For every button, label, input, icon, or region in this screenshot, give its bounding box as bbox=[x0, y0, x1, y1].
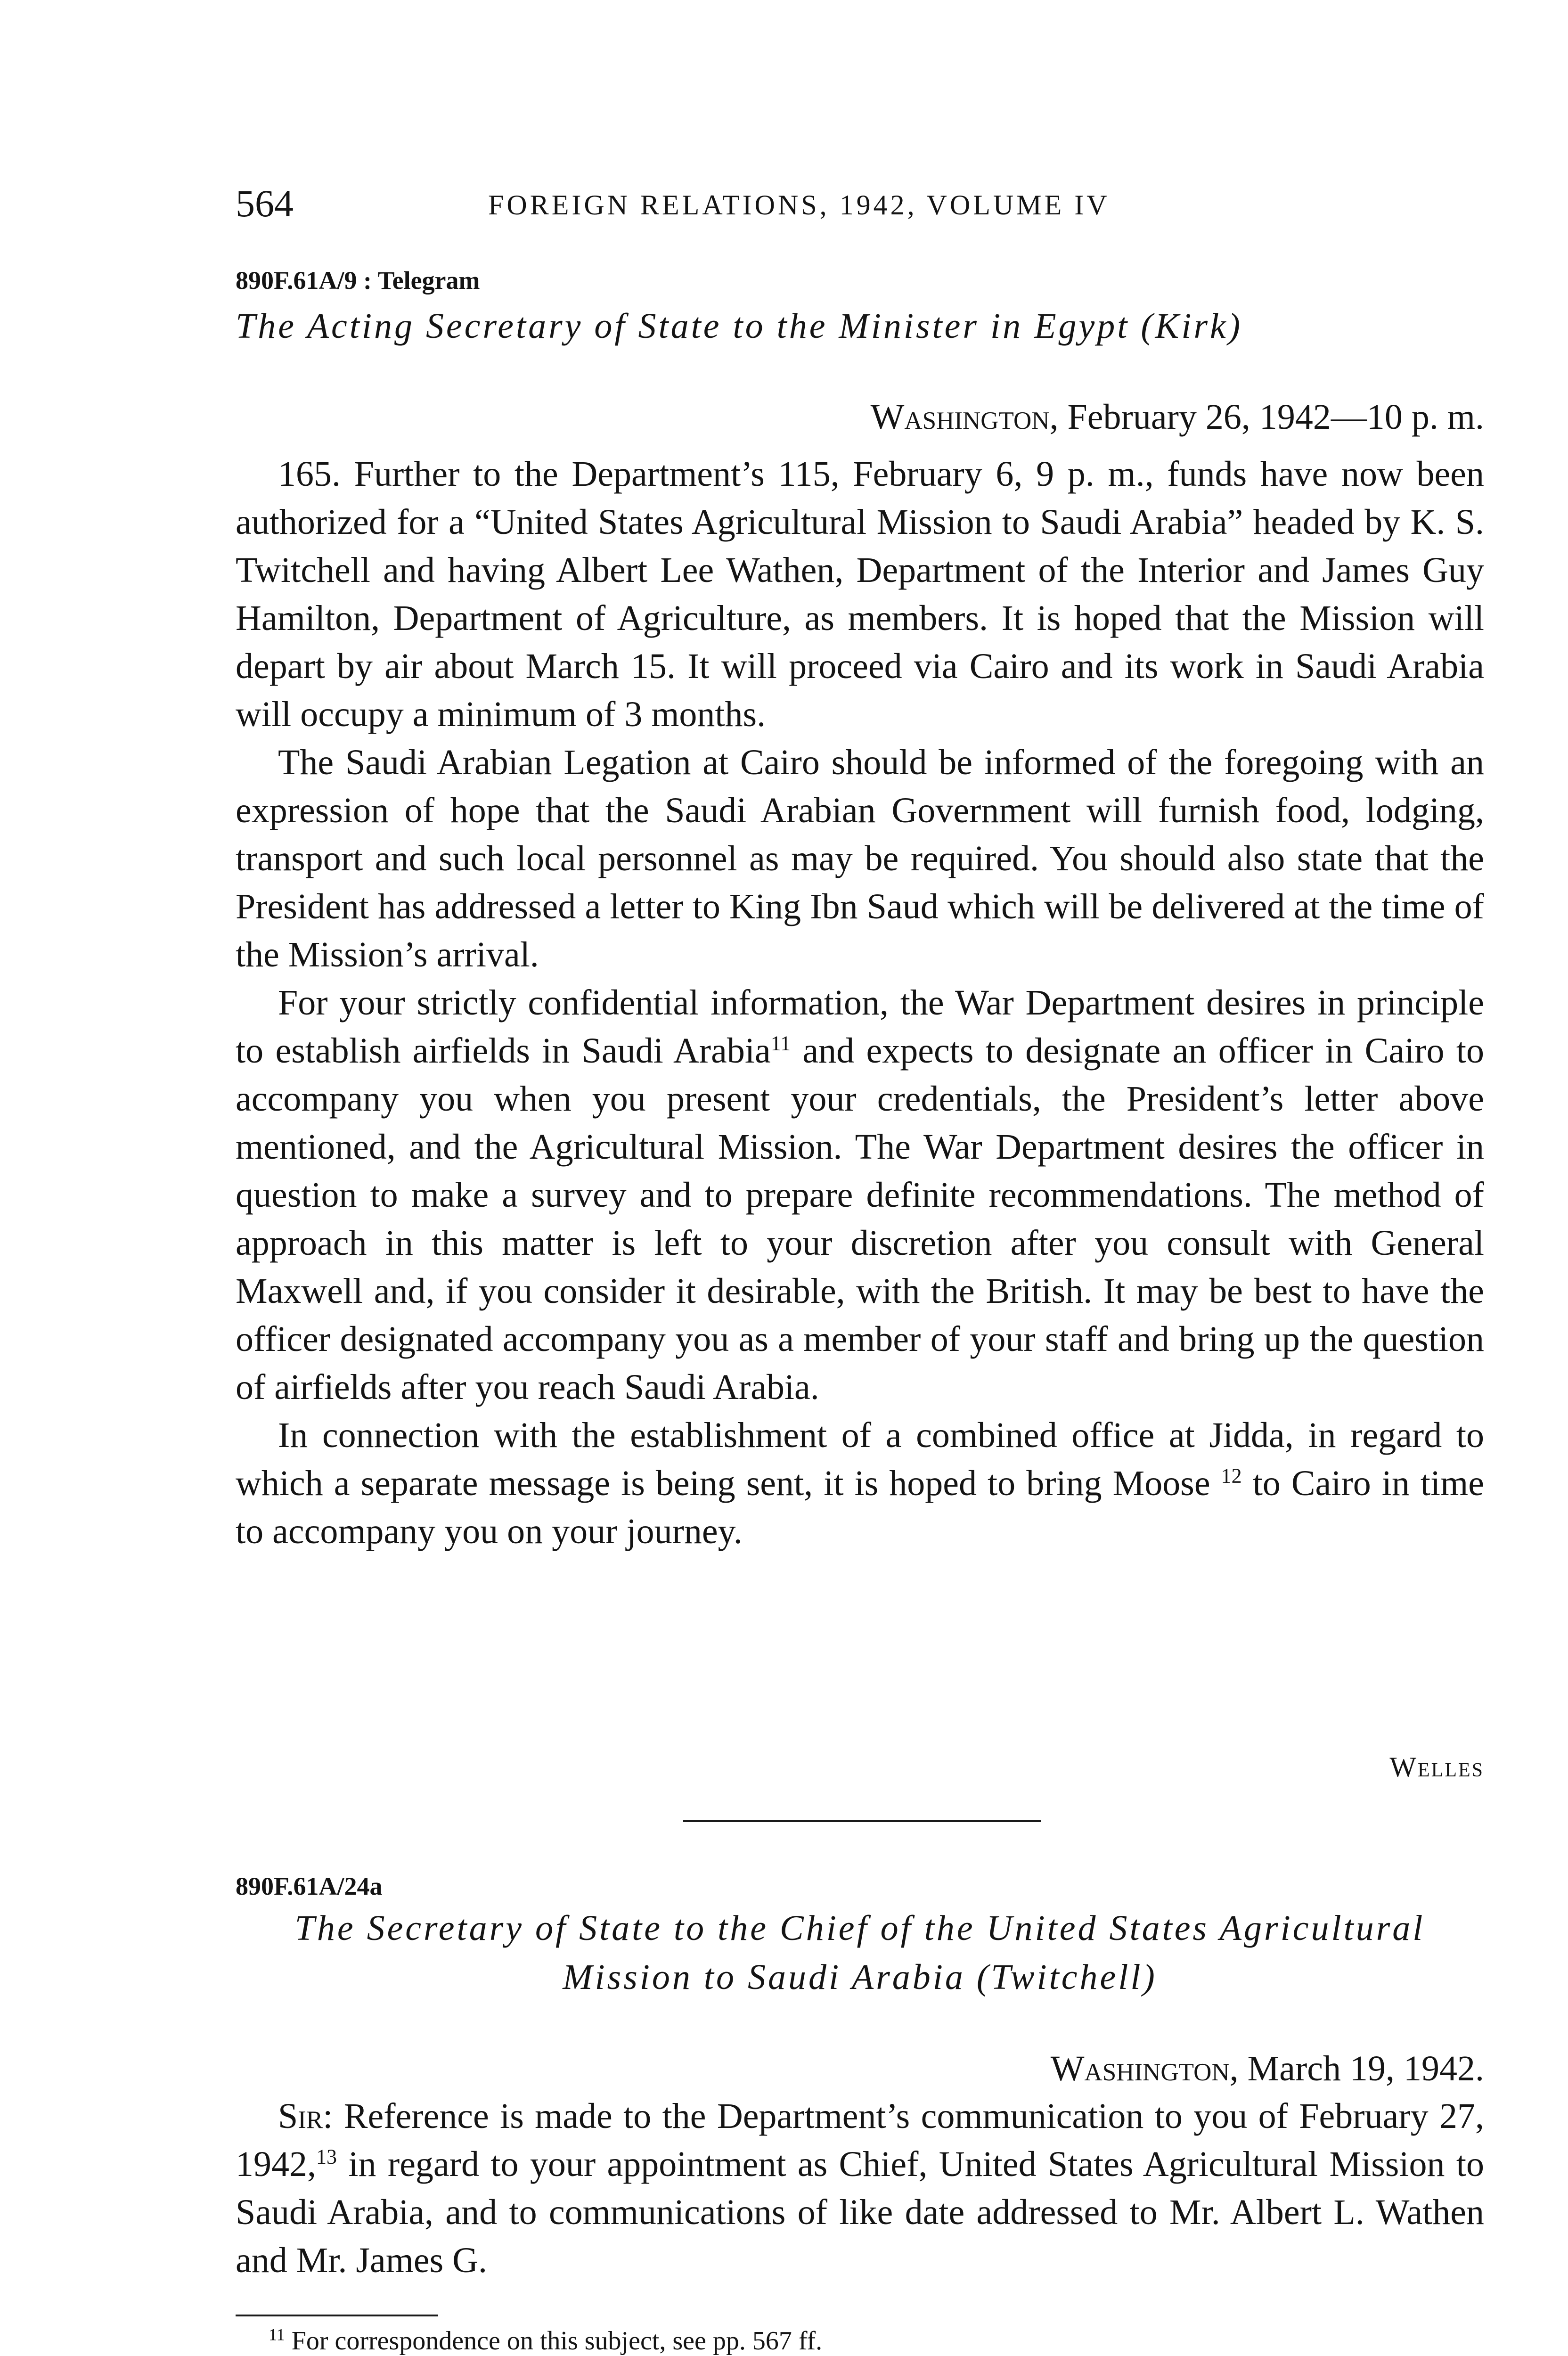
doc1-paragraph-3 bbox=[236, 979, 1484, 1411]
doc2-salutation: Sir bbox=[278, 2096, 323, 2136]
footnote-ref-13: 13 bbox=[316, 2145, 337, 2168]
running-head bbox=[236, 180, 1484, 227]
doc1-paragraph-4-rest: to Cairo in time to accompany you on your journey. bbox=[236, 1464, 1485, 1551]
doc1-signature: Welles bbox=[1389, 1751, 1484, 1783]
doc2-title-line-2: Mission to Saudi Arabia (Twitchell) bbox=[563, 1957, 1157, 1997]
footnotes bbox=[236, 2325, 1484, 2356]
doc2-dateline-place: Washington bbox=[1050, 2049, 1230, 2088]
doc2-title bbox=[236, 1904, 1484, 2002]
page-number: 564 bbox=[236, 182, 294, 225]
doc1-paragraph-4 bbox=[236, 1411, 1484, 1555]
footnote-ref-12: 12 bbox=[1221, 1464, 1242, 1488]
doc2-paragraph-1 bbox=[236, 2092, 1484, 2284]
doc2-dateline-rest: , March 19, 1942. bbox=[1229, 2049, 1484, 2088]
doc1-paragraph-4-start: In connection with the establishment of a combined office at Jidda, in regard to which a separate message is being sent, it is hoped to bring Moose bbox=[236, 1415, 1484, 1503]
doc1-paragraph-3-rest: and expects to designate an officer in Cairo to accompany you when you present your credentials, the President’s letter above mentioned, and the Agricultural Mission. The War Department desires the officer in question to make a survey and to prepare definite recommendations. The method of approach in this matter is left to your discretion after you consult with General Maxwell and, if you consider it desirable, with the British. It may be best to have the officer designated accompany you as a member of your staff and bring up the question of airfields after you reach Saudi Arabia. bbox=[236, 1031, 1484, 1407]
running-title: FOREIGN RELATIONS, 1942, VOLUME IV bbox=[488, 189, 1110, 221]
doc2-dateline bbox=[236, 2045, 1484, 2092]
doc2-file-ref: 890F.61A/24a bbox=[236, 1872, 383, 1900]
doc1-file-ref: 890F.61A/9 : Telegram bbox=[236, 266, 480, 294]
doc2-body bbox=[236, 2092, 1484, 2284]
doc1-paragraph-1: 165. Further to the Department’s 115, February 6, 9 p. m., funds have now been authorized for a “United States Agricultural Mission to Saudi Arabia” headed by K. S. Twitchell and having Albert Lee Wathen, Department of the Interior and James Guy Hamilton, Department of Agriculture, as members. It is hoped that the Mission will depart by air about March 15. It will proceed via Cairo and its work in Saudi Arabia will occupy a minimum of 3 months. bbox=[236, 454, 1484, 734]
doc1-body bbox=[236, 450, 1484, 1555]
footnote-11-text: For correspondence on this subject, see pp. 567 ff. bbox=[291, 2326, 823, 2356]
doc1-dateline-rest: , February 26, 1942—10 p. m. bbox=[1049, 397, 1484, 437]
doc1-dateline bbox=[236, 393, 1484, 441]
doc2-title-line-1: The Secretary of State to the Chief of the United States Agricultural bbox=[294, 1908, 1425, 1948]
doc2-paragraph-start: : Reference is made to the Department’s communication to you of February 27, 1942, bbox=[236, 2096, 1484, 2184]
doc1-title: The Acting Secretary of State to the Minister in Egypt (Kirk) bbox=[236, 306, 1243, 346]
doc1-dateline-place: Washington bbox=[870, 397, 1050, 437]
section-divider bbox=[683, 1820, 1041, 1822]
doc1-paragraph-3-start: For your strictly confidential information, the War Department desires in principle to establish airfields in Saudi Arabia bbox=[236, 983, 1484, 1071]
doc2-paragraph-rest: in regard to your appointment as Chief, United States Agricultural Mission to Saudi Arabia, and to communications of like date addressed to Mr. Albert L. Wathen and Mr. James G. bbox=[236, 2144, 1484, 2280]
doc1-paragraph-2: The Saudi Arabian Legation at Cairo should be informed of the foregoing with an expression of hope that the Saudi Arabian Government will furnish food, lodging, transport and such local personnel as may be required. You should also state that the President has addressed a letter to King Ibn Saud which will be delivered at the time of the Mission’s arrival. bbox=[236, 743, 1484, 974]
footnote-ref-11: 11 bbox=[770, 1031, 791, 1055]
footnote-11-mark: 11 bbox=[269, 2325, 285, 2344]
footnote-11 bbox=[236, 2325, 1484, 2356]
footnote-rule bbox=[236, 2315, 438, 2316]
